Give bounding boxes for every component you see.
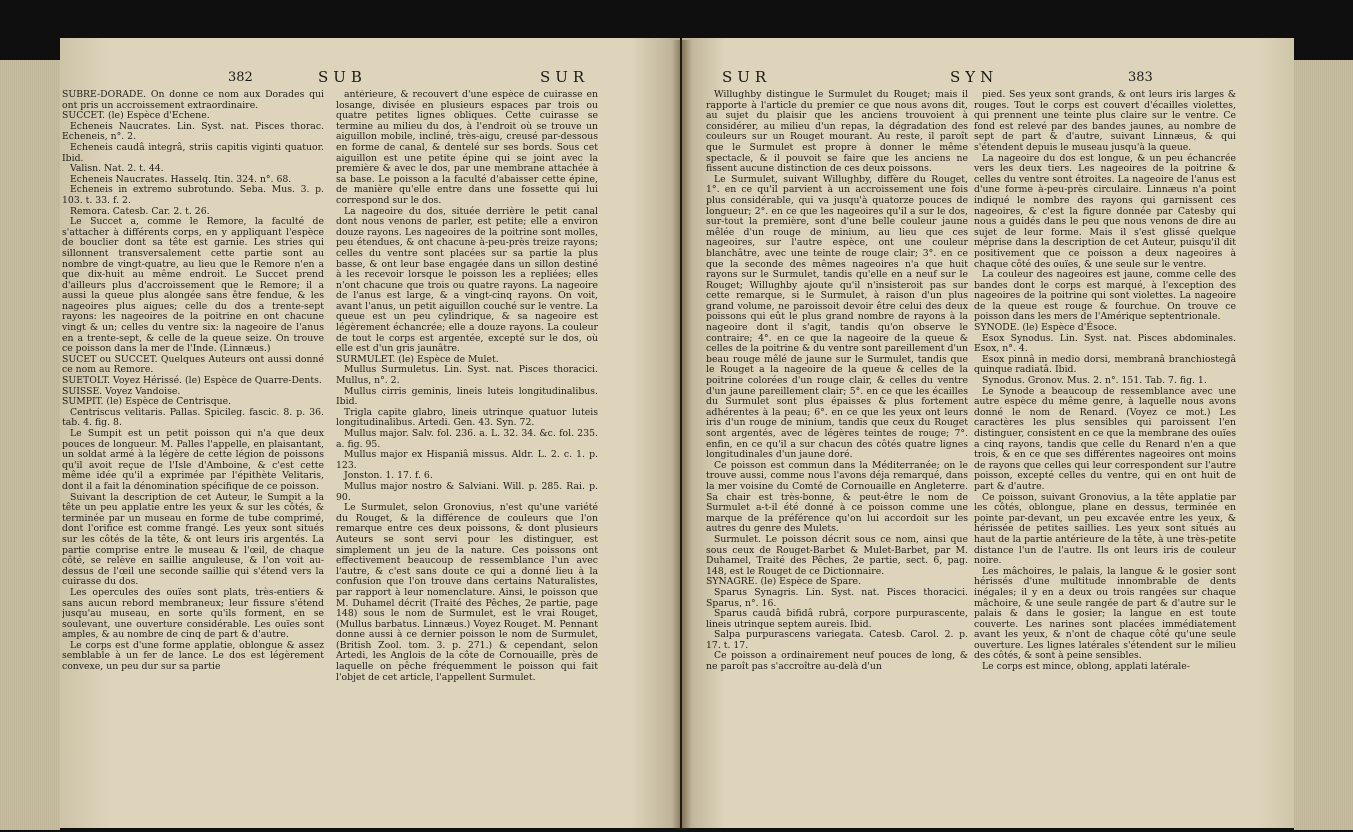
paragraph: SYNODE. (le) Espèce d'Ésoce. <box>974 322 1118 334</box>
paragraph: Les mâchoires, le palais, la langue & le gosier sont hérissés d'une multitude innombrable de dents inégales; il y en a deux ou trois rangées sur chaque mâchoire, & une seule rangée de part & d'autre sur le palais & dans le gosier; la langue en est toute couverte. Les narines sont placées immédiatement avant les yeux, & n'ont de chaque côté qu'une seule ouverture. Les lignes latérales s'étendent sur le milieu des côtés, & sont à peine sensibles. <box>974 565 1236 662</box>
paragraph: La couleur des nageoires est jaune, comme celle des bandes dont le corps est marqué, à l'exception des nageoires de la poitrine qui sont violettes. La nageoire de la queue est rouge & fourchue. On trouve ce poisson dans les mers de l'Amérique septentrionale. <box>974 269 1236 323</box>
paragraph: Le corps est mince, oblong, applati latérale- <box>982 661 1190 673</box>
paragraph: Sparus Synagris. Lin. Syst. nat. Pisces thoracici. Sparus, n°. 16. <box>706 586 968 609</box>
left-column-1 <box>62 90 324 825</box>
left-page-edges <box>0 60 60 830</box>
paragraph: Ce poisson est commun dans la Méditerranée; on le trouve aussi, comme nous l'avons déja remarqué, dans la mer voisine du Comté de Cornouaille en Angleterre. Sa chair est très-bonne, & peut-être le nom de Surmulet a-t-il été donné à ce poisson comme une marque de la préférence qu'on lui accordoit sur les autres du genre des Mulets. <box>706 459 968 535</box>
right-running-head-right: SYN <box>950 68 999 86</box>
paragraph: Suivant la description de cet Auteur, le Sumpit a la tête un peu applatie entre les yeux & sur les côtés, & terminée par un museau en forme de tube comprimé, dont l'orifice est comme frangé. Les yeux sont situés sur les côtés de la tête, & ont leurs iris argentés. La partie comprise entre le museau & l'œil, de chaque côté, se relève en saillie anguleuse, & l'on voit au-dessus de l'œil une seconde saillie qui s'étend vers la cuirasse du dos. <box>62 491 324 588</box>
paragraph: Mullus major. Salv. fol. 236. a. L. 32. 34. &c. fol. 235. a. fig. 95. <box>336 428 598 450</box>
paragraph: Esox pinnâ in medio dorsi, membranâ branchiostegâ quinque radiatâ. Ibid. <box>974 353 1236 376</box>
paragraph: Surmulet. Le poisson décrit sous ce nom, ainsi que sous ceux de Rouget-Barbet & Mulet-Barbet, par M. Duhamel, Traité des Pêches, 2e partie, sect. 6, pag. 148, est le Rouget de ce Dictionnaire. <box>706 533 968 577</box>
right-column-2 <box>974 90 1236 825</box>
paragraph: Le Surmulet, suivant Willughby, diffère du Rouget, 1°. en ce qu'il parvient à un accroissement une fois plus considérable, qui va jusqu'à quatorze pouces de longueur; 2°. en ce que les nageoires qu'il a sur le dos, sur-tout la première, sont d'une belle couleur jaune mêlée d'un rouge de minium, au lieu que ces nageoires, sur l'autre espèce, ont une couleur blanchâtre, avec une teinte de rouge clair; 3°. en ce que la seconde des mêmes nageoires n'a que huit rayons sur le Surmulet, tandis qu'elle en a neuf sur le Rouget; Willughby ajoute qu'il n'insisteroit pas sur cette remarque, si le Surmulet, à raison d'un plus grand volume, ne paroissoit devoir être celui des deux poissons qui eût le plus grand nombre de rayons à la nageoire dont il s'agit, tandis qu'on observe le contraire; 4°. en ce que la nageoire de la queue & celles de la poitrine & du ventre sont pareillement d'un beau rouge mêlé de jaune sur le Surmulet, tandis que le Rouget a la nageoire de la queue & celles de la poitrine colorées d'un rouge clair, & celles du ventre d'un jaune pareillement clair; 5°. en ce que les écailles du Surmulet sont plus épaisses & plus fortement adhérentes à la peau; 6°. en ce que les yeux ont leurs iris d'un rouge de minium, tandis que ceux du Rouget sont argentés, avec de légères teintes de rouge; 7°. enfin, en ce qu'il a sur chacun des côtés quatre lignes longitudinales d'un jaune doré. <box>706 173 968 461</box>
right-page <box>682 38 1294 828</box>
paragraph: Trigla capite glabro, lineis utrinque quatuor luteis longitudinalibus. Artedi. Gen. 43. Syn. 72. <box>336 406 598 429</box>
left-page-number: 382 <box>228 70 253 85</box>
paragraph: SUCET ou SUCCET. Quelques Auteurs ont aussi donné ce nom au Remore. <box>62 353 324 376</box>
paragraph: Echeneis caudâ integrâ, striis capitis viginti quatuor. Ibid. <box>62 141 324 164</box>
paragraph: Le corps est d'une forme applatie, oblongue & assez semblable à un fer de lance. Le dos est légèrement convexe, un peu dur sur sa partie <box>62 639 324 673</box>
paragraph: Centriscus velitaris. Pallas. Spicileg. fascic. 8. p. 36. tab. 4. fig. 8. <box>62 406 324 429</box>
paragraph: Salpa purpurascens variegata. Catesb. Carol. 2. p. 17. t. 17. <box>706 629 968 651</box>
paragraph: Le Surmulet, selon Gronovius, n'est qu'une variété du Rouget, & la différence de couleurs que l'on remarque entre ces deux poissons, & dont plusieurs Auteurs se sont servi pour les distinguer, est simplement un jeu de la nature. Ces poissons ont effectivement beaucoup de ressemblance l'un avec l'autre, & c'est sans doute ce qui a donné lieu à la confusion que l'on trouve dans certains Naturalistes, par rapport à leur nomenclature. Ainsi, le poisson que M. Duhamel décrit (Traité des Pêches, 2e partie, page 148) sous le nom de Surmulet, est le vrai Rouget, (Mullus barbatus. Linnæus.) Voyez Rouget. M. Pennant donne aussi à ce dernier poisson le nom de Surmulet, (British Zool. tom. 3. p. 271.) & cependant, selon Artedi, les Anglois de la côte de Cornouaille, près de laquelle on pêche fréquemment le poisson qui fait l'objet de cet article, l'appellent Surmulet. <box>336 502 598 683</box>
paragraph: Willughby distingue le Surmulet du Rouget; mais il rapporte à l'article du premier ce que nous avons dit, au sujet du plaisir que les anciens trouvoient à considérer, au milieu d'un repas, la dégradation des couleurs sur un Rouget mourant. Au reste, il paroît que le Surmulet est propre à donner le même spectacle, & il pouvoit se faire que les anciens ne fissent aucune distinction de ces deux poissons. <box>706 90 968 175</box>
left-column-2 <box>336 90 598 825</box>
paragraph: Echeneis Naucrates. Lin. Syst. nat. Pisces thorac. Echeneis, n°. 2. <box>62 120 324 143</box>
paragraph: Echeneis Naucrates. Hasselq. Itin. 324. n°. 68. <box>70 173 292 185</box>
paragraph: SUMPIT. (le) Espèce de Centrisque. <box>62 396 232 408</box>
paragraph: Esox Synodus. Lin. Syst. nat. Pisces abdominales. Esox, n°. 4. <box>974 332 1236 355</box>
paragraph: Sparus caudâ bifidâ rubrâ, corpore purpurascente, lineis utrinque septem aureis. Ibid. <box>706 608 968 630</box>
paragraph: Remora. Catesb. Car. 2. t. 26. <box>70 205 210 217</box>
paragraph: Jonston. 1. 17. f. 6. <box>344 470 433 482</box>
left-page <box>60 38 680 828</box>
paragraph: Echeneis in extremo subrotundo. Seba. Mus. 3. p. 103. t. 33. f. 2. <box>62 184 324 206</box>
paragraph: La nageoire du dos, située derrière le petit canal dont nous venons de parler, est petite; elle a environ douze rayons. Les nageoires de la poitrine sont molles, peu étendues, & ont chacune à-peu-près treize rayons; celles du ventre sont placées sur sa partie la plus basse, & ont leur base engagée dans un sillon destiné à les recevoir lorsque le poisson les a repliées; elles n'ont chacune que trois ou quatre rayons. La nageoire de l'anus est large, & a vingt-cinq rayons. On voit, avant l'anus, un petit aiguillon couché sur le ventre. La queue est un peu cylindrique, & sa nageoire est légèrement échancrée; elle a douze rayons. La couleur de tout le corps est argentée, excepté sur le dos, où elle est d'un gris jaunâtre. <box>336 205 598 355</box>
book-gutter <box>672 40 692 830</box>
paragraph: Synodus. Gronov. Mus. 2. n°. 151. Tab. 7. fig. 1. <box>982 375 1207 387</box>
paragraph: pied. Ses yeux sont grands, & ont leurs iris larges & rouges. Tout le corps est couvert d'écailles violettes, qui prennent une teinte plus claire sur le ventre. Ce fond est relevé par des bandes jaunes, au nombre de sept de part & d'autre, suivant Linnæus, & qui s'étendent depuis le museau jusqu'à la queue. <box>974 90 1236 153</box>
right-column-1 <box>706 90 968 825</box>
paragraph: Les opercules des ouïes sont plats, très-entiers & sans aucun rebord membraneux; leur fissure s'étend jusqu'au museau, en sorte qu'ils forment, en se soulevant, une ouverture considérable. Les ouïes sont amples, & au nombre de cinq de part & d'autre. <box>62 586 324 641</box>
paragraph: La nageoire du dos est longue, & un peu échancrée vers les deux tiers. Les nageoires de la poitrine & celles du ventre sont étroites. La nageoire de l'anus est d'une forme à-peu-près circulaire. Linnæus n'a point indiqué le nombre des rayons qui garnissent ces nageoires, & c'est la figure donnée par Catesby qui nous a guidés dans le peu que nous venons de dire au sujet de leur forme. Mais il s'est glissé quelque méprise dans la description de cet Auteur, puisqu'il dit positivement que ce poisson a deux nageoires à chaque côté des ouïes, & une seule sur le ventre. <box>974 152 1236 270</box>
paragraph: Mullus cirris geminis, lineis luteis longitudinalibus. Ibid. <box>336 385 598 408</box>
paragraph: SUETOLT. Voyez Hérissé. (le) Espèce de Quarre-Dents. <box>62 375 322 387</box>
right-page-number: 383 <box>1128 70 1153 85</box>
left-running-head-left: SUB <box>318 68 367 86</box>
paragraph: Valisn. Nat. 2. t. 44. <box>70 163 164 175</box>
paragraph: Le Sumpit est un petit poisson qui n'a que deux pouces de longueur. M. Palles l'appelle, en plaisantant, un soldat armé à la légère de cette légion de poissons qu'il avoit reçue de l'Isle d'Amboine, & c'est cette même idée qu'il a exprimée par l'épithète Velitaris, dont il a fait la dénomination spécifique de ce poisson. <box>62 428 324 492</box>
paragraph: Le Succet a, comme le Remore, la faculté de s'attacher à différents corps, en y appliquant l'espèce de bouclier dont sa tête est garnie. Les stries qui sillonnent transversalement cette partie sont au nombre de vingt-quatre, au lieu que le Remore n'en a que dix-huit au même endroit. Le Succet prend d'ailleurs plus d'accroissement que le Remore; il a aussi la queue plus alongée sans être fendue, & les nageoires plus aigues; celle du dos a trente-sept rayons: les nageoires de la poitrine en ont chacune vingt & un; celles du ventre six: la nageoire de l'anus en a trente-sept, & celle de la queue seize. On trouve ce poisson dans la mer de l'Inde. (Linnæus.) <box>62 216 324 355</box>
paragraph: Ce poisson, suivant Gronovius, a la tête applatie par les côtés, oblongue, plane en dessus, terminée en pointe par-devant, un peu excavée entre les yeux, & hérissée de petites saillies. Les yeux sont situés au haut de la partie antérieure de la tête, à une très-petite distance l'un de l'autre. Ils ont leurs iris de couleur noire. <box>974 491 1236 567</box>
paragraph: SYNAGRE. (le) Espèce de Spare. <box>706 576 862 588</box>
right-page-edges <box>1294 60 1353 830</box>
left-running-head-right: SUR <box>540 68 590 86</box>
paragraph: Mullus major nostro & Salviani. Will. p. 285. Rai. p. 90. <box>336 480 598 503</box>
paragraph: SURMULET. (le) Espèce de Mulet. <box>336 353 499 365</box>
right-running-head-left: SUR <box>722 68 772 86</box>
paragraph: SUISSE. Voyez Vandoise. <box>62 385 181 397</box>
paragraph: SUBRE-DORADE. On donne ce nom aux Dorades qui ont pris un accroissement extraordinaire. <box>62 90 324 111</box>
paragraph: Le Synode a beaucoup de ressemblance avec une autre espèce du même genre, à laquelle nous avons donné le nom de Renard. (Voyez ce mot.) Les caractères les plus sensibles qui paroissent l'en distinguer, consistent en ce que la membrane des ouïes a cinq rayons, tandis que celle du Renard n'en a que trois, & en ce que ses différentes nageoires ont moins de rayons que celles qui leur correspondent sur l'autre poisson, excepté celles du ventre, qui en ont huit de part & d'autre. <box>974 385 1236 492</box>
paragraph: Mullus Surmuletus. Lin. Syst. nat. Pisces thoracici. Mullus, n°. 2. <box>336 364 598 387</box>
paragraph: SUCCET. (le) Espèce d'Echene. <box>62 110 210 122</box>
paragraph: Mullus major ex Hispaniâ missus. Aldr. L. 2. c. 1. p. 123. <box>336 449 598 471</box>
paragraph: antérieure, & recouvert d'une espèce de cuirasse en losange, divisée en plusieurs espaces par trois ou quatre petites lignes obliques. Cette cuirasse se termine au milieu du dos, à l'endroit où se trouve un aiguillon mobile, incliné, très-aigu, creusé par-dessous en forme de canal, & dentelé sur ses bords. Sous cet aiguillon est une petite épine qui se joint avec la première & avec le dos, par une membrane attachée à sa base. Le poisson a la faculté d'abaisser cette épine, de manière qu'elle entre dans une fossette qui lui correspond sur le dos. <box>336 90 598 206</box>
paragraph: Ce poisson a ordinairement neuf pouces de long, & ne paroît pas s'accroître au-delà d'un <box>706 650 968 673</box>
